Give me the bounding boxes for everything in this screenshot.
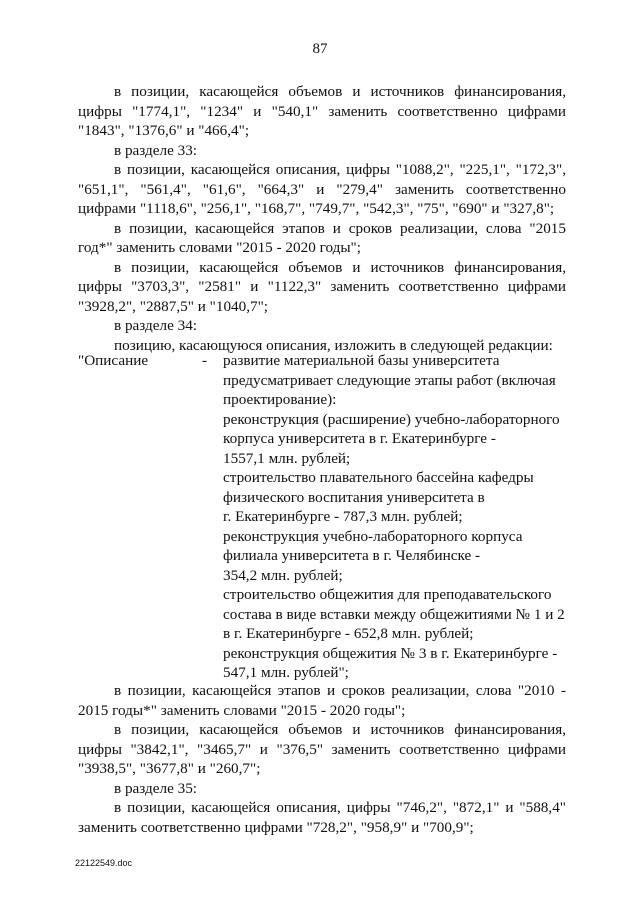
paragraph: в позиции, касающейся этапов и сроков реализации, слова "2015 год*" заменить словами "2015 - 2020 годы"; (78, 219, 566, 256)
description-line: реконструкция общежития № 3 в г. Екатеринбурге - (223, 644, 558, 662)
section-heading: в разделе 33: (114, 141, 198, 159)
description-label: "Описание (78, 352, 149, 369)
description-line: реконструкция учебно-лабораторного корпуса (223, 527, 523, 545)
paragraph: в позиции, касающейся объемов и источников финансирования, цифры "3842,1", "3465,7" и "376,5" заменить соответственно цифрами "3938,5", "3677,8" и "260,7"; (78, 721, 566, 777)
description-line: филиала университета в г. Челябинске - (223, 547, 481, 564)
page-number: 87 (312, 41, 328, 57)
section-heading: в разделе 34: (114, 317, 198, 334)
description-line: физического воспитания университета в (223, 488, 485, 506)
description-line: реконструкция (расширение) учебно-лабораторного (223, 410, 560, 428)
description-line: строительство общежития для преподавательского (223, 586, 552, 603)
paragraph: в позиции, касающейся описания, цифры "1088,2", "225,1", "172,3", "651,1", "561,4", "61,6", "664,3" и "279,4" заменить соответственно цифрами "1118,6", "256,1", "168,7", "749,7", "542,3", "75", "690" и "327,8"; (78, 161, 566, 217)
description-line: 354,2 млн. рублей; (223, 566, 343, 584)
description-line: проектирование): (223, 391, 337, 408)
file-name-footer: 22122549.doc (75, 858, 133, 868)
paragraph: в позиции, касающейся объемов и источников финансирования, цифры "3703,3", "2581" и "1122,3" заменить соответственно цифрами "3928,2", "2887,5" и "1040,7"; (78, 258, 566, 315)
description-line: в г. Екатеринбурге - 652,8 млн. рублей; (223, 625, 474, 642)
description-line: 547,1 млн. рублей"; (223, 664, 349, 681)
description-line: 1557,1 млн. рублей; (223, 449, 351, 467)
amendments-bottom (78, 681, 566, 837)
paragraph: в позиции, касающейся описания, цифры "746,2", "872,1" и "588,4" заменить соответственно цифрами "728,2", "958,9" и "700,9"; (78, 799, 566, 836)
description-dash: - (202, 352, 208, 369)
description-line: строительство плавательного бассейна кафедры (223, 469, 534, 486)
description-text (223, 351, 583, 683)
paragraph: в позиции, касающейся объемов и источников финансирования, цифры "1774,1", "1234" и "540,1" заменить соответственно цифрами "1843", "1376,6" и "466,4"; (78, 83, 566, 139)
paragraph: в позиции, касающейся этапов и сроков реализации, слова "2010 - 2015 годы*" заменить словами "2015 - 2020 годы"; (78, 682, 566, 719)
description-line: развитие материальной базы университета (223, 352, 500, 369)
paragraph: позицию, касающуюся описания, изложить в следующей редакции: (114, 336, 553, 354)
amendments-top (78, 82, 566, 355)
description-line: состава в виде вставки между общежитиями № 1 и 2 (223, 605, 565, 623)
section-heading: в разделе 35: (114, 779, 198, 797)
description-line: корпуса университета в г. Екатеринбурге - (223, 430, 496, 447)
description-line: предусматривает следующие этапы работ (включая (223, 371, 556, 389)
description-line: г. Екатеринбурге - 787,3 млн. рублей; (223, 508, 463, 525)
